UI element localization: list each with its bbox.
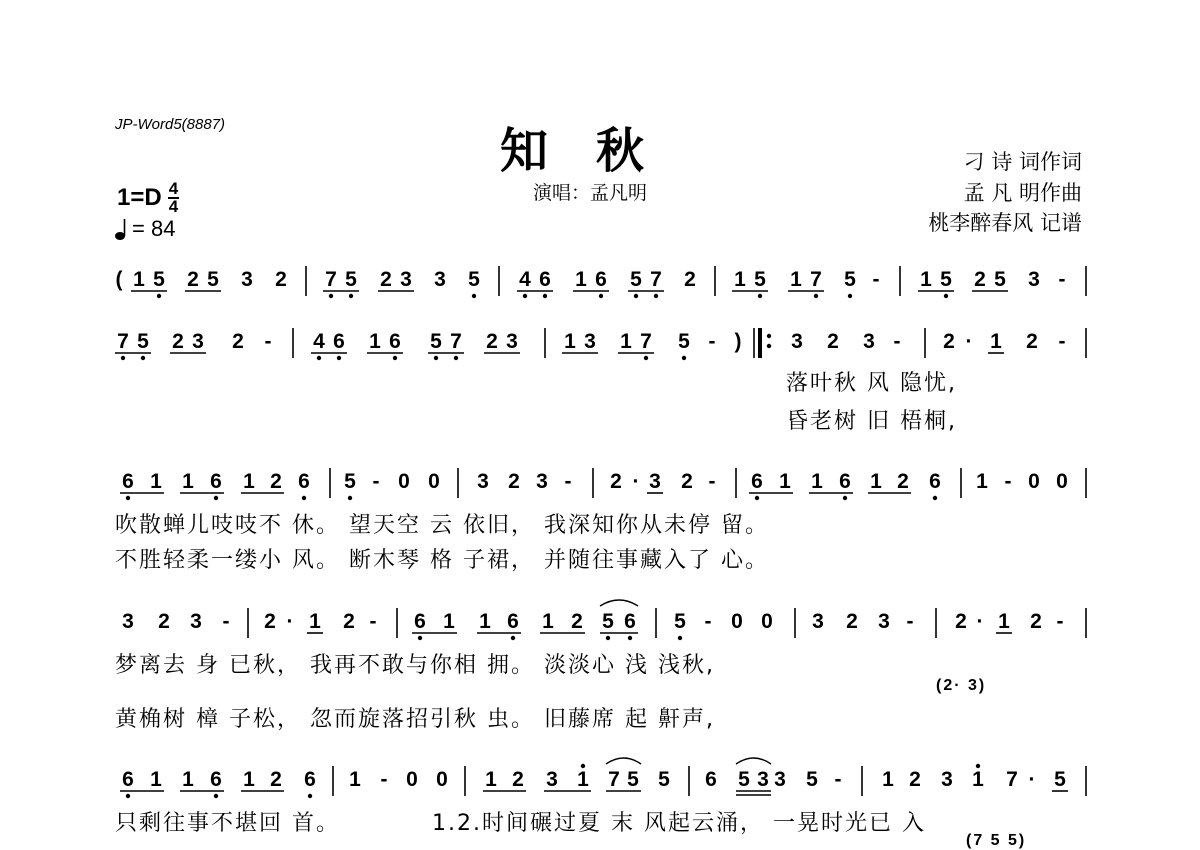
note: 5 [345,268,357,291]
note: 1 [542,610,554,633]
note: 1 [369,330,381,353]
note: - [372,470,380,493]
note: 7 [640,330,652,353]
note: 1 [976,470,988,493]
octave-dot-low [944,294,948,298]
note: 1 [972,768,984,791]
note: 3 [584,330,596,353]
note: 6 [389,330,401,353]
note: · [286,610,294,633]
note: 2 [270,768,282,791]
octave-dot-low [644,356,648,360]
note: 5 [630,268,642,291]
note: 5 [940,268,952,291]
note: 1 [882,768,894,791]
key-label: 1=D [117,184,162,211]
note: 5 [137,330,149,353]
octave-dot-low [214,794,218,798]
note: 0 [406,768,418,791]
octave-dot-low [121,356,125,360]
note: 2 [909,768,921,791]
note: 7 [325,268,337,291]
note: 1 [182,470,194,493]
note: 6 [210,768,222,791]
note: - [708,330,716,353]
note: 2 [264,610,276,633]
note: 5 [844,268,856,291]
note: 4 [519,268,531,291]
note: 2 [974,268,986,291]
octave-dot-low [349,294,353,298]
octave-dot-low [126,496,130,500]
octave-dot-low [348,496,352,500]
note: 6 [539,268,551,291]
octave-dot-low [308,794,312,798]
octave-dot-low [933,496,937,500]
note: 2 [846,610,858,633]
note: 6 [122,470,134,493]
octave-dot-low [678,636,682,640]
note: - [708,470,716,493]
lyric-line: 黄桷树 樟 子松， 忽而旋落招引秋 虫。 旧藤席 起 鼾声, [115,707,715,732]
note: - [872,268,880,291]
note: 5 [602,610,614,633]
note: 0 [428,470,440,493]
note: 2 [512,768,524,791]
note: 2 [486,330,498,353]
note: 5 [678,330,690,353]
octave-dot-low [329,294,333,298]
note: 0 [1056,470,1068,493]
octave-dot-low [141,356,145,360]
octave-dot-low [543,294,547,298]
octave-dot-low [337,356,341,360]
note: 0 [731,610,743,633]
note: 5 [207,268,219,291]
octave-dot-low [654,294,658,298]
note: 2 [827,330,839,353]
note: 3 [791,330,803,353]
note: 4 [313,330,325,353]
note: 2 [380,268,392,291]
note: 6 [929,470,941,493]
note: 2 [232,330,244,353]
lyric-line: 吹散蝉儿吱吱不 休。 望天空 云 依旧， 我深知你从未停 留。 [115,513,769,538]
note: 1 [564,330,576,353]
lyricist-credit: 刁 诗 词作词 [963,150,1082,174]
octave-dot-low [758,294,762,298]
note: 5 [658,768,670,791]
note: - [369,610,377,633]
note: 2 [955,610,967,633]
note: 1 [920,268,932,291]
octave-dot-low [126,794,130,798]
octave-dot-low [814,294,818,298]
composer-credit: 孟 凡 明作曲 [963,181,1082,205]
octave-dot-low [214,496,218,500]
note: 2 [508,470,520,493]
open-paren: ( [115,268,123,291]
note: 0 [761,610,773,633]
note: 2 [275,268,287,291]
note: 6 [210,470,222,493]
note: 7 [810,268,822,291]
note: 3 [400,268,412,291]
note: 0 [398,470,410,493]
note: 1 [990,330,1002,353]
note: 2 [610,470,622,493]
note: - [906,610,914,633]
note: 2 [187,268,199,291]
note: 6 [624,610,636,633]
note: 3 [649,470,661,493]
note: 1 [443,610,455,633]
note: 2 [343,610,355,633]
note: 6 [507,610,519,633]
octave-dot-low [302,496,306,500]
note: 1 [811,470,823,493]
note: 5 [806,768,818,791]
note: 1 [182,768,194,791]
octave-dot-low [634,294,638,298]
note: 1 [577,768,589,791]
octave-dot-low [511,636,515,640]
octave-dot-high [581,764,585,768]
note: 5 [1054,768,1066,791]
note: 5 [754,268,766,291]
note: - [264,330,272,353]
alt-notes: (7 5 5) [966,832,1027,849]
slur [606,758,641,764]
note: 1 [309,610,321,633]
note: 2 [684,268,696,291]
note: · [1028,768,1036,791]
note: 3 [863,330,875,353]
note: 3 [477,470,489,493]
repeat-dot [767,334,771,338]
octave-dot-low [317,356,321,360]
software-tag: JP-Word5(8887) [115,116,226,133]
note: 1 [133,268,145,291]
note: 2 [158,610,170,633]
note: · [632,470,640,493]
octave-dot-low [434,356,438,360]
note: 3 [774,768,786,791]
note: - [893,330,901,353]
note: 6 [595,268,607,291]
note: 1 [349,768,361,791]
note: 3 [192,330,204,353]
note: 5 [153,268,165,291]
note: 1 [243,768,255,791]
note: 6 [705,768,717,791]
note: 3 [241,268,253,291]
note: 7 [608,768,620,791]
note: 7 [117,330,129,353]
octave-dot-low [606,636,610,640]
octave-dot-high [976,764,980,768]
note: 1 [779,470,791,493]
note: 2 [571,610,583,633]
octave-dot-low [628,636,632,640]
note: - [704,610,712,633]
close-paren: ) [734,330,742,353]
octave-dot-low [523,294,527,298]
octave-dot-low [843,496,847,500]
note: 3 [536,470,548,493]
note: 5 [994,268,1006,291]
note: 3 [506,330,518,353]
song-title: 知秋 [500,123,693,179]
note: - [1058,330,1066,353]
octave-dot-low [599,294,603,298]
note: 2 [943,330,955,353]
lyric-line: 只剩往事不堪回 首。 [115,811,340,836]
alt-notes: (2· 3) [936,677,987,694]
lyric-line: 1.2.时间碾过夏 末 风起云涌， 一晃时光已 入 [432,811,926,836]
note: - [564,470,572,493]
note: 1 [790,268,802,291]
lyric-line: 昏老树 旧 梧桐, [786,409,957,434]
note: 5 [430,330,442,353]
note: 5 [738,768,750,791]
lyric-line: 梦离去 身 已秋， 我再不敢与你相 拥。 淡淡心 浅 浅秋, [115,653,715,678]
octave-dot-low [393,356,397,360]
note: 6 [304,768,316,791]
note: 3 [941,768,953,791]
octave-dot-low [157,294,161,298]
note: 3 [1028,268,1040,291]
transcriber-credit: 桃李醉春风 记谱 [928,211,1082,235]
note: 3 [878,610,890,633]
note: 3 [190,610,202,633]
note: 2 [172,330,184,353]
note: - [380,768,388,791]
note: 3 [757,768,769,791]
octave-dot-low [848,294,852,298]
note: 6 [751,470,763,493]
repeat-dot [767,344,771,348]
octave-dot-low [755,496,759,500]
note: 3 [546,768,558,791]
lyric-line: 不胜轻柔一缕小 风。 断木琴 格 子裙， 并随往事藏入了 心。 [115,548,769,573]
note: 2 [681,470,693,493]
note: 5 [674,610,686,633]
octave-dot-low [682,356,686,360]
note: 1 [150,470,162,493]
note: 2 [897,470,909,493]
note: 1 [620,330,632,353]
note: - [1058,268,1066,291]
note: 1 [485,768,497,791]
note: 0 [1028,470,1040,493]
note: · [965,330,973,353]
note: 1 [575,268,587,291]
note: 1 [870,470,882,493]
note: 7 [650,268,662,291]
note: 6 [298,470,310,493]
note: 1 [734,268,746,291]
slur [736,758,771,764]
slur [600,600,638,606]
note: 6 [414,610,426,633]
note: 0 [436,768,448,791]
note: 1 [243,470,255,493]
note: 1 [479,610,491,633]
note: 6 [122,768,134,791]
note: 5 [468,268,480,291]
lyric-line: 落叶秋 风 隐忧, [786,371,957,396]
note: 3 [434,268,446,291]
note: 7 [450,330,462,353]
note: - [834,768,842,791]
time-signature: $\frac{4}{4}$ [168,179,179,216]
note: 2 [270,470,282,493]
singer-credit: 演唱：孟凡明 [533,182,648,204]
note: - [1056,610,1064,633]
note: 2 [1026,330,1038,353]
note: 3 [122,610,134,633]
note: - [222,610,230,633]
octave-dot-low [472,294,476,298]
note: 2 [1030,610,1042,633]
note: - [1004,470,1012,493]
note: · [976,610,984,633]
note: 3 [812,610,824,633]
note: 5 [627,768,639,791]
note: 5 [344,470,356,493]
tempo-value: = 84 [132,216,176,241]
note: 7 [1006,768,1018,791]
octave-dot-low [418,636,422,640]
note: 6 [333,330,345,353]
note: 1 [150,768,162,791]
octave-dot-low [454,356,458,360]
note: 1 [998,610,1010,633]
note: 6 [839,470,851,493]
